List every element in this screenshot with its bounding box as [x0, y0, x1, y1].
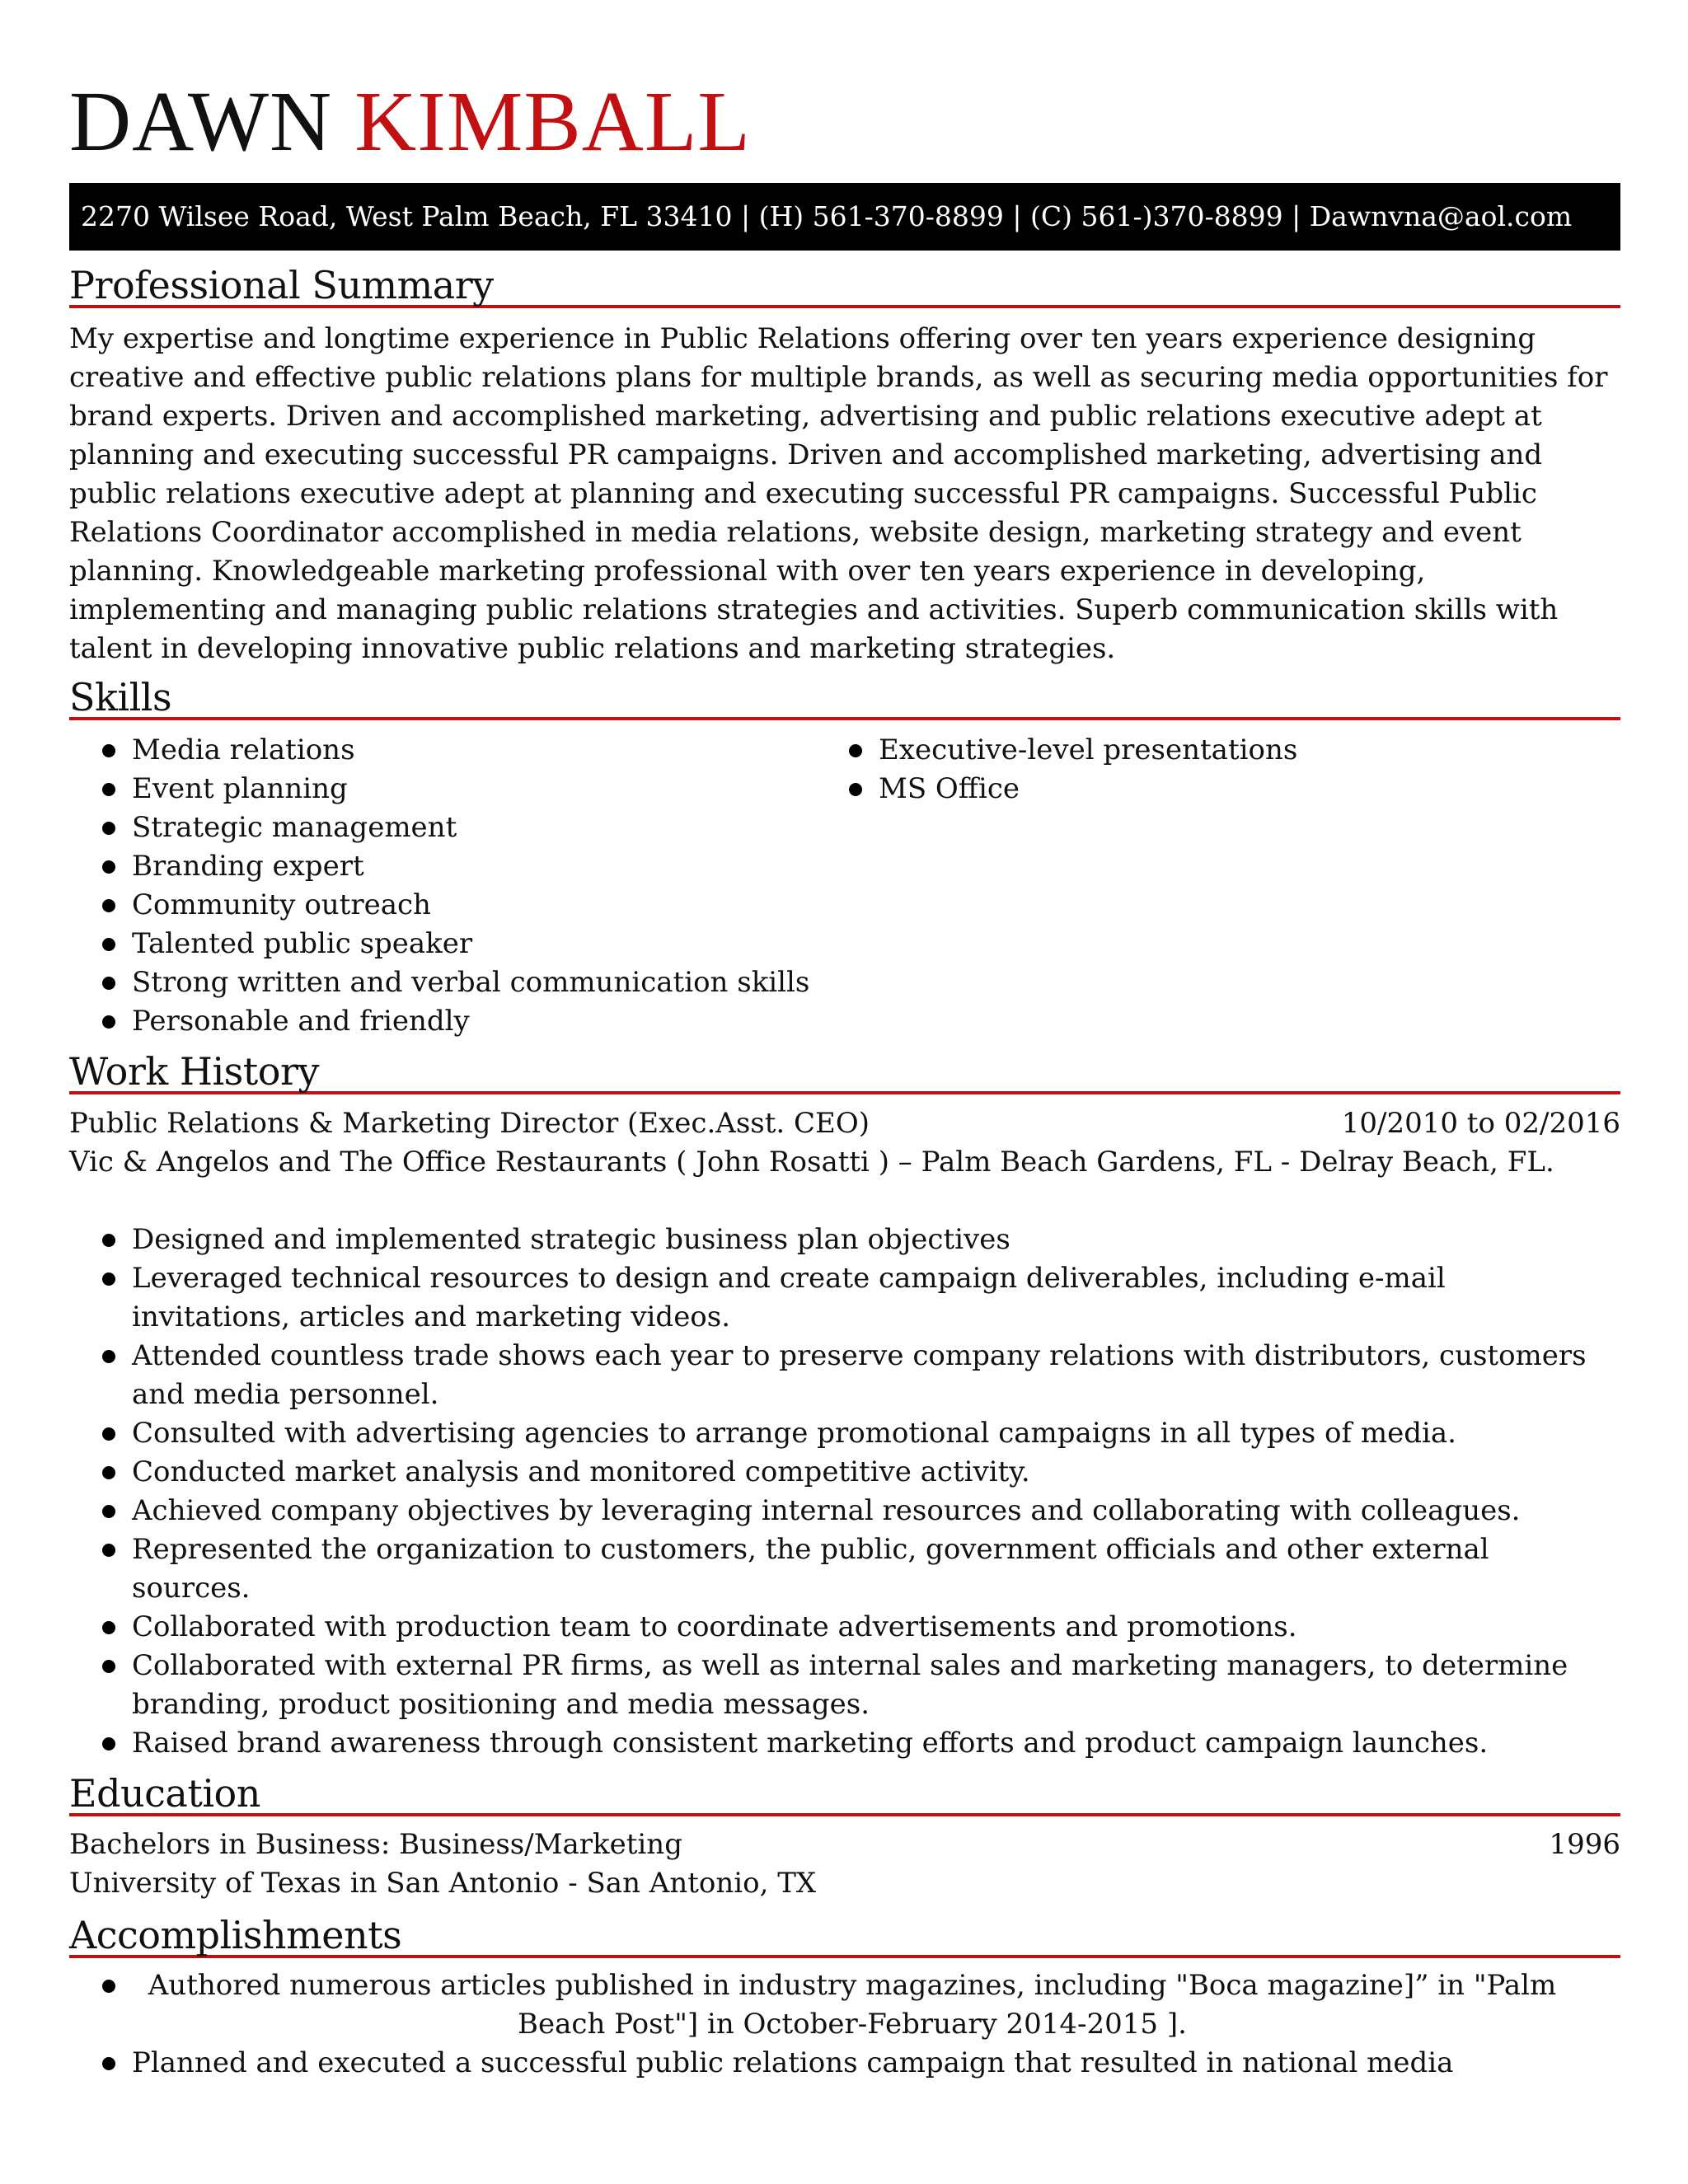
job-company: Vic & Angelos and The Office Restaurants ( John Rosatti ) – Palm Beach Gardens, FL - Delray Beach, FL. — [69, 1146, 1554, 1179]
list-item: Media relations — [69, 731, 811, 770]
job-dates: 10/2010 to 02/2016 — [1341, 1107, 1620, 1140]
list-item: Leveraged technical resources to design and create campaign deliverables, including e-mail invitations, articles and marketing videos. — [69, 1259, 1635, 1337]
list-item: Strategic management — [69, 808, 811, 847]
list-item: Attended countless trade shows each year to preserve company relations with distributors, customers and media personnel. — [69, 1337, 1635, 1414]
bullet-icon — [849, 783, 862, 796]
bullet-icon — [102, 1660, 115, 1673]
first-name: DAWN — [69, 74, 333, 169]
bullet-icon — [102, 1015, 115, 1029]
list-item: MS Office — [816, 770, 1558, 808]
list-item: Designed and implemented strategic business plan objectives — [69, 1221, 1635, 1259]
list-item: Achieved company objectives by leveraging internal resources and collaborating with colleagues. — [69, 1492, 1635, 1530]
bullet-icon — [849, 744, 862, 757]
bullet-icon — [102, 2057, 115, 2070]
list-item: Collaborated with production team to coordinate advertisements and promotions. — [69, 1608, 1635, 1647]
list-item: Represented the organization to customers, the public, government officials and other external sources. — [69, 1530, 1635, 1608]
last-name: KIMBALL — [354, 74, 751, 169]
list-item: Personable and friendly — [69, 1002, 811, 1041]
list-item: Collaborated with external PR firms, as well as internal sales and marketing managers, to determine branding, product positioning and media messages. — [69, 1647, 1635, 1724]
accomplishments-heading: Accomplishments — [69, 1912, 1620, 1958]
bullet-icon — [102, 822, 115, 835]
list-item: Authored numerous articles published in industry magazines, including "Boca magazine]” in "Palm Beach Post"] in October-February 2014-2015 ]. — [69, 1966, 1635, 2044]
education-heading: Education — [69, 1770, 1620, 1816]
accomplishments-list-2 — [69, 2044, 1635, 2083]
list-item: Conducted market analysis and monitored competitive activity. — [69, 1453, 1635, 1492]
candidate-name — [69, 74, 751, 169]
list-item: Community outreach — [69, 886, 811, 925]
job-title: Public Relations & Marketing Director (Exec.Asst. CEO) — [69, 1107, 870, 1140]
bullet-icon — [102, 938, 115, 951]
degree: Bachelors in Business: Business/Marketing — [69, 1828, 682, 1861]
bullet-icon — [102, 1621, 115, 1634]
list-item: Planned and executed a successful public relations campaign that resulted in national media — [69, 2044, 1635, 2083]
bullet-icon — [102, 899, 115, 912]
list-item: Branding expert — [69, 847, 811, 886]
list-item: Talented public speaker — [69, 925, 811, 963]
bullet-icon — [102, 1505, 115, 1518]
skills-heading: Skills — [69, 674, 1620, 720]
bullet-icon — [102, 1980, 115, 1993]
list-item: Event planning — [69, 770, 811, 808]
work-heading: Work History — [69, 1048, 1620, 1094]
bullet-icon — [102, 977, 115, 990]
school: University of Texas in San Antonio - San Antonio, TX — [69, 1867, 817, 1900]
list-item: Consulted with advertising agencies to arrange promotional campaigns in all types of media. — [69, 1414, 1635, 1453]
bullet-icon — [102, 744, 115, 757]
graduation-year: 1996 — [1549, 1828, 1620, 1861]
skills-list-right — [816, 731, 1558, 808]
work-bullets — [69, 1221, 1635, 1763]
summary-heading: Professional Summary — [69, 262, 1620, 308]
bullet-icon — [102, 1466, 115, 1479]
bullet-icon — [102, 1544, 115, 1557]
accomplishments-list — [69, 1966, 1635, 2044]
bullet-icon — [102, 860, 115, 874]
bullet-icon — [102, 783, 115, 796]
contact-bar: 2270 Wilsee Road, West Palm Beach, FL 33410 | (H) 561-370-8899 | (C) 561-)370-8899 | Dawnvna@aol.com — [69, 183, 1620, 251]
education-header — [69, 1825, 1620, 1864]
summary-text: My expertise and longtime experience in Public Relations offering over ten years experience designing creative and effective public relations plans for multiple brands, as well as securing media opportunities for brand experts. Driven and accomplished marketing, advertising and public relations executive adept at planning and executing successful PR campaigns. Driven and accomplished marketing, advertising and public relations executive adept at planning and executing successful PR campaigns. Successful Public Relations Coordinator accomplished in media relations, website design, marketing strategy and event planning. Knowledgeable marketing professional with over ten years experience in developing, implementing and managing public relations strategies and activities. Superb communication skills with talent in developing innovative public relations and marketing strategies. — [69, 322, 1608, 665]
bullet-icon — [102, 1234, 115, 1247]
list-item: Strong written and verbal communication skills — [69, 963, 811, 1002]
bullet-icon — [102, 1427, 115, 1441]
skills-list-left — [69, 731, 811, 1041]
bullet-icon — [102, 1272, 115, 1286]
bullet-icon — [102, 1737, 115, 1750]
bullet-icon — [102, 1350, 115, 1363]
list-item: Executive-level presentations — [816, 731, 1558, 770]
job-header — [69, 1104, 1620, 1143]
list-item: Raised brand awareness through consistent marketing efforts and product campaign launches. — [69, 1724, 1635, 1763]
